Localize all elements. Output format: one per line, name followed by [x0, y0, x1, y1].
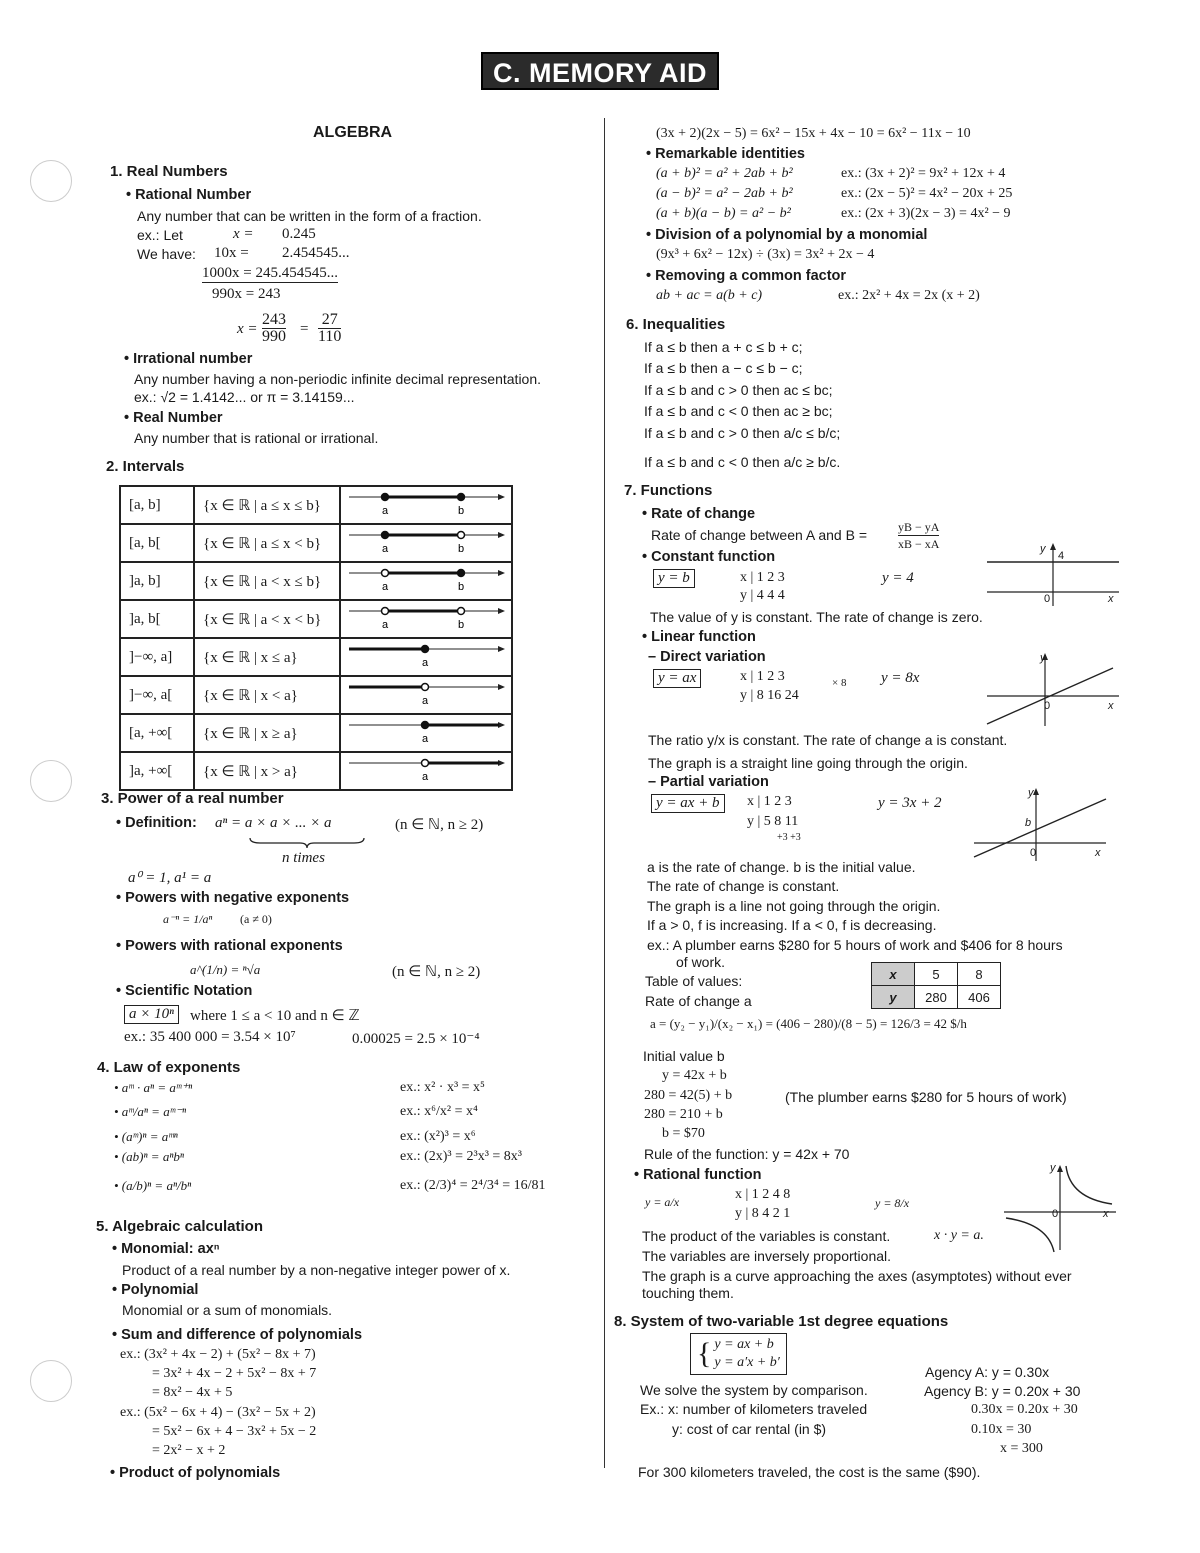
system-equation-1: y = ax + b: [714, 1337, 774, 1352]
rational-number-title: • Rational Number: [126, 187, 252, 203]
initial-note: (The plumber earns $280 for 5 hours of work): [785, 1089, 1067, 1105]
closed-endpoint-icon: [458, 570, 465, 577]
real-number-def: Any number that is rational or irrational.: [134, 430, 379, 446]
number-line-icon: [341, 525, 511, 556]
definition-condition: (n ∈ ℕ, n ≥ 2): [395, 817, 484, 833]
section-inequalities-title: 6. Inequalities: [626, 316, 726, 333]
constant-table-y: y | 4 4 4: [740, 588, 785, 603]
values-table: [871, 962, 1001, 1009]
partial-variation-title: – Partial variation: [648, 774, 769, 790]
section-algebraic-calc-title: 5. Algebraic calculation: [96, 1218, 263, 1235]
section-exponent-law-title: 4. Law of exponents: [97, 1059, 241, 1076]
interval-number-line: [340, 600, 512, 638]
identity-example-2: ex.: (2x − 5)² = 4x² − 20x + 25: [841, 186, 1013, 201]
graph-origin-label: 0: [1030, 847, 1037, 859]
interval-number-line: [340, 752, 512, 790]
punch-hole-bottom: [30, 1360, 72, 1402]
endpoint-label-a: a: [382, 619, 389, 631]
graph-origin-label: 0: [1044, 700, 1051, 712]
initial-line-2: 280 = 42(5) + b: [644, 1088, 733, 1103]
interval-row: [120, 676, 512, 714]
partial-variation-box: y = ax + b: [651, 794, 725, 813]
direct-table-y: y | 8 16 24: [740, 688, 799, 703]
fraction-num: 27: [318, 312, 341, 329]
rational-exponents-condition: (n ∈ ℕ, n ≥ 2): [392, 964, 481, 980]
diff-line-1: ex.: (5x² − 6x + 4) − (3x² − 5x + 2): [120, 1405, 316, 1420]
inequality-3: If a ≤ b and c > 0 then ac ≤ bc;: [644, 382, 833, 398]
graph-y-label: y: [1040, 652, 1046, 664]
fraction-num: yB − yA: [898, 520, 940, 534]
interval-number-line: [340, 714, 512, 752]
partial-note-1: a is the rate of change. b is the initial value.: [647, 859, 916, 875]
identity-example-3: ex.: (2x + 3)(2x − 3) = 4x² − 9: [841, 206, 1011, 221]
values-cell: 5: [915, 963, 958, 986]
interval-number-line: [340, 486, 512, 524]
scientific-notation-box: a × 10ⁿ: [124, 1005, 179, 1024]
inequality-4: If a ≤ b and c < 0 then ac ≥ bc;: [644, 403, 833, 419]
function-rule: Rule of the function: y = 42x + 70: [644, 1146, 850, 1162]
graph-four-label: 4: [1058, 550, 1065, 562]
inequality-5: If a ≤ b and c > 0 then a/c ≤ b/c;: [644, 425, 841, 441]
number-line-icon: [341, 487, 511, 518]
direct-equation: y = 8x: [881, 670, 920, 686]
open-endpoint-icon: [382, 570, 389, 577]
direct-variation-title: – Direct variation: [648, 649, 766, 665]
direct-variation-box: y = ax: [653, 669, 701, 688]
endpoint-label-a: a: [422, 733, 429, 745]
monomial-title: • Monomial: axⁿ: [112, 1241, 220, 1257]
interval-set: {x ∈ ℝ | a < x < b}: [194, 600, 340, 638]
zero-one-powers: a⁰ = 1, a¹ = a: [128, 870, 212, 886]
initial-line-1: y = 42x + b: [662, 1068, 727, 1083]
number-line-icon: [341, 753, 511, 784]
endpoint-label-a: a: [382, 543, 389, 555]
graph-x-label: x: [1103, 1208, 1109, 1220]
interval-row: [120, 524, 512, 562]
algebra-heading: ALGEBRA: [313, 124, 393, 141]
interval-notation: [a, +∞[: [120, 714, 194, 752]
definition-formula: aⁿ = a × a × ... × a: [215, 815, 332, 831]
irrational-number-def: Any number having a non-periodic infinite decimal representation.: [134, 371, 542, 387]
law-quotient-power: • (a/b)ⁿ = aⁿ/bⁿ: [114, 1178, 192, 1193]
column-divider: [604, 118, 605, 1468]
endpoint-label-b: b: [458, 581, 465, 593]
interval-set: {x ∈ ℝ | a ≤ x < b}: [194, 524, 340, 562]
rational-product: x · y = a.: [934, 1228, 984, 1243]
partial-equation: y = 3x + 2: [878, 795, 942, 811]
interval-set: {x ∈ ℝ | a ≤ x ≤ b}: [194, 486, 340, 524]
interval-notation: ]−∞, a]: [120, 638, 194, 676]
endpoint-label-b: b: [458, 619, 465, 631]
section-real-numbers-title: 1. Real Numbers: [110, 163, 228, 180]
system-equation-2: y = a′x + b′: [714, 1355, 780, 1370]
rate-of-change-label: Rate of change a: [645, 993, 752, 1009]
rational-exponents-formula: a^(1/n) = ⁿ√a: [190, 962, 261, 977]
interval-set: {x ∈ ℝ | x ≤ a}: [194, 638, 340, 676]
endpoint-label-a: a: [382, 581, 389, 593]
initial-value-label: Initial value b: [643, 1048, 725, 1064]
open-endpoint-icon: [422, 760, 429, 767]
example-x-value: 0.245: [282, 226, 316, 242]
rational-table-y: y | 8 4 2 1: [735, 1206, 791, 1221]
open-endpoint-icon: [458, 532, 465, 539]
sum-line-1: ex.: (3x² + 4x − 2) + (5x² − 8x + 7): [120, 1347, 316, 1362]
x-equals: x =: [237, 321, 258, 337]
product-line: (3x + 2)(2x − 5) = 6x² − 15x + 4x − 10 = 6x² − 11x − 10: [656, 126, 971, 141]
ten-x-value: 2.454545...: [282, 245, 350, 261]
negative-exponents-condition: (a ≠ 0): [240, 912, 272, 926]
closed-endpoint-icon: [458, 494, 465, 501]
identity-example-1: ex.: (3x + 2)² = 9x² + 12x + 4: [841, 166, 1006, 181]
graph-origin-label: 0: [1044, 593, 1051, 605]
interval-row: [120, 752, 512, 790]
linear-function-title: • Linear function: [642, 629, 756, 645]
section-intervals-title: 2. Intervals: [106, 458, 185, 475]
identity-1: (a + b)² = a² + 2ab + b²: [656, 166, 793, 181]
scientific-example-2: 0.00025 = 2.5 × 10⁻⁴: [352, 1031, 480, 1047]
system-conclusion: For 300 kilometers traveled, the cost is the same ($90).: [638, 1464, 981, 1480]
initial-line-3: 280 = 210 + b: [644, 1107, 723, 1122]
values-cell: x: [872, 963, 915, 986]
closed-endpoint-icon: [382, 532, 389, 539]
endpoint-label-b: b: [458, 543, 465, 555]
negative-exponents-title: • Powers with negative exponents: [116, 890, 350, 906]
values-row-x: [872, 963, 1001, 986]
law-quotient: • aᵐ/aⁿ = aᵐ⁻ⁿ: [114, 1104, 187, 1119]
plumber-example-cont: of work.: [676, 954, 726, 970]
values-cell: 406: [958, 986, 1001, 1009]
identity-3: (a + b)(a − b) = a² − b²: [656, 206, 791, 221]
interval-set: {x ∈ ℝ | x > a}: [194, 752, 340, 790]
rational-note-4: touching them.: [642, 1285, 734, 1301]
identity-2: (a − b)² = a² − 2ab + b²: [656, 186, 793, 201]
ten-x: 10x =: [214, 245, 249, 261]
table-of-values-label: Table of values:: [645, 973, 743, 989]
system-note-1: We solve the system by comparison.: [640, 1382, 868, 1398]
negative-exponents-formula: a⁻ⁿ = 1/aⁿ: [163, 912, 213, 926]
inequality-6: If a ≤ b and c < 0 then a/c ≥ b/c.: [644, 454, 841, 470]
interval-set: {x ∈ ℝ | x < a}: [194, 676, 340, 714]
rational-note-2: The variables are inversely proportional.: [642, 1248, 892, 1264]
rate-of-change-text: Rate of change between A and B =: [651, 527, 868, 543]
scientific-example-1: ex.: 35 400 000 = 3.54 × 10⁷: [124, 1029, 296, 1045]
graph-y-label: y: [1028, 787, 1034, 799]
interval-notation: ]a, b]: [120, 562, 194, 600]
partial-note-2: The rate of change is constant.: [647, 878, 840, 894]
values-row-y: [872, 986, 1001, 1009]
interval-number-line: [340, 676, 512, 714]
interval-row: [120, 486, 512, 524]
number-line-icon: [341, 677, 511, 708]
graph-y-label: y: [1050, 1162, 1056, 1174]
example-let: ex.: Let: [137, 227, 183, 243]
constant-note: The value of y is constant. The rate of change is zero.: [650, 609, 983, 625]
law-example-3: ex.: (x²)³ = x⁶: [400, 1129, 476, 1144]
values-cell: 280: [915, 986, 958, 1009]
punch-hole-mid: [30, 760, 72, 802]
rational-function-eq: y = a/x: [645, 1195, 680, 1209]
solve-line-1: 0.30x = 0.20x + 30: [971, 1402, 1078, 1417]
sum-line-3: = 8x² − 4x + 5: [152, 1385, 233, 1400]
number-line-icon: [341, 639, 511, 670]
system-box: [690, 1333, 787, 1375]
endpoint-label-b: b: [458, 505, 465, 517]
common-factor-title: • Removing a common factor: [646, 268, 847, 284]
punch-hole-top: [30, 160, 72, 202]
interval-notation: ]a, b[: [120, 600, 194, 638]
polynomial-def: Monomial or a sum of monomials.: [122, 1302, 333, 1318]
remarkable-identities-title: • Remarkable identities: [646, 146, 805, 162]
closed-endpoint-icon: [382, 494, 389, 501]
fraction-den: xB − xA: [898, 537, 940, 551]
law-power: • (aᵐ)ⁿ = aᵐⁿ: [114, 1129, 178, 1144]
fraction-243-990: [262, 312, 286, 345]
division-line: (9x³ + 6x² − 12x) ÷ (3x) = 3x² + 2x − 4: [656, 247, 875, 262]
partial-variation-graph: [970, 785, 1110, 865]
values-cell: y: [872, 986, 915, 1009]
constant-equation: y = 4: [882, 570, 914, 586]
inequality-1: If a ≤ b then a + c ≤ b + c;: [644, 339, 803, 355]
interval-number-line: [340, 524, 512, 562]
rate-of-change-title: • Rate of change: [642, 506, 756, 522]
monomial-def: Product of a real number by a non-negative integer power of x.: [122, 1262, 511, 1278]
closed-endpoint-icon: [422, 722, 429, 729]
rate-of-change-fraction: [898, 519, 939, 552]
graph-origin-label: 0: [1052, 1208, 1059, 1220]
rational-note-3: The graph is a curve approaching the axes (asymptotes) without ever: [642, 1268, 1072, 1284]
interval-notation: ]a, +∞[: [120, 752, 194, 790]
division-title: • Division of a polynomial by a monomial: [646, 227, 928, 243]
graph-y-label: y: [1040, 543, 1046, 555]
partial-note-4: If a > 0, f is increasing. If a < 0, f is decreasing.: [647, 917, 937, 933]
interval-row: [120, 562, 512, 600]
product-title: • Product of polynomials: [110, 1465, 281, 1481]
rational-note-1: The product of the variables is constant.: [642, 1228, 891, 1244]
direct-variation-graph: [983, 650, 1123, 730]
plumber-example: ex.: A plumber earns $280 for 5 hours of work and $406 for 8 hours: [647, 937, 1063, 953]
graph-x-label: x: [1108, 700, 1114, 712]
number-line-icon: [341, 715, 511, 746]
law-example-5: ex.: (2/3)⁴ = 2⁴/3⁴ = 16/81: [400, 1178, 546, 1193]
left-brace-icon: {: [697, 1337, 712, 1370]
partial-table-y: y | 5 8 11: [747, 814, 799, 829]
underbrace-icon: [248, 836, 366, 850]
number-line-icon: [341, 601, 511, 632]
section-power-title: 3. Power of a real number: [101, 790, 284, 807]
interval-row: [120, 714, 512, 752]
interval-row: [120, 638, 512, 676]
number-line-icon: [341, 563, 511, 594]
direct-note-2: The graph is a straight line going through the origin.: [648, 755, 968, 771]
rate-calculation: a = (y₂ − y₁)/(x₂ − x₁) = (406 − 280)/(8 − 5) = 126/3 = 42 $/h: [650, 1016, 967, 1031]
open-endpoint-icon: [382, 608, 389, 615]
endpoint-label-a: a: [422, 657, 429, 669]
irrational-number-title: • Irrational number: [124, 351, 253, 367]
definition-title: • Definition:: [116, 815, 197, 831]
sum-difference-title: • Sum and difference of polynomials: [112, 1327, 363, 1343]
values-cell: 8: [958, 963, 1001, 986]
agency-a: Agency A: y = 0.30x: [925, 1364, 1050, 1380]
law-example-1: ex.: x² · x³ = x⁵: [400, 1080, 485, 1095]
rational-function-graph: [1000, 1160, 1120, 1255]
inequality-2: If a ≤ b then a − c ≤ b − c;: [644, 360, 803, 376]
law-example-2: ex.: x⁶/x² = x⁴: [400, 1104, 478, 1119]
direct-note-1: The ratio y/x is constant. The rate of change a is constant.: [648, 732, 1008, 748]
diff-line-2: = 5x² − 6x + 4 − 3x² + 5x − 2: [152, 1424, 317, 1439]
page-title-banner: C. MEMORY AID: [481, 52, 719, 90]
system-note-3: y: cost of car rental (in $): [672, 1421, 827, 1437]
section-functions-title: 7. Functions: [624, 482, 713, 499]
interval-row: [120, 600, 512, 638]
thousand-x-line: 1000x = 245.454545...: [202, 265, 338, 281]
difference-line: 990x = 243: [212, 286, 281, 302]
real-number-title: • Real Number: [124, 410, 223, 426]
partial-table-x: x | 1 2 3: [747, 794, 792, 809]
fraction-27-110: [318, 312, 341, 345]
interval-set: {x ∈ ℝ | x ≥ a}: [194, 714, 340, 752]
direct-multiplier: × 8: [832, 677, 847, 689]
constant-table-x: x | 1 2 3: [740, 570, 785, 585]
law-product: • aᵐ · aⁿ = aᵐ⁺ⁿ: [114, 1080, 193, 1095]
interval-set: {x ∈ ℝ | a < x ≤ b}: [194, 562, 340, 600]
scientific-notation-title: • Scientific Notation: [116, 983, 253, 999]
interval-notation: [a, b[: [120, 524, 194, 562]
example-x: x =: [233, 226, 254, 242]
graph-x-label: x: [1108, 593, 1114, 605]
intervals-table: [119, 485, 513, 791]
solve-line-2: 0.10x = 30: [971, 1422, 1032, 1437]
polynomial-title: • Polynomial: [112, 1282, 199, 1298]
scientific-notation-where: where 1 ≤ a < 10 and n ∈ ℤ: [190, 1008, 360, 1024]
endpoint-label-a: a: [422, 695, 429, 707]
law-example-4: ex.: (2x)³ = 2³x³ = 8x³: [400, 1149, 523, 1164]
graph-x-label: x: [1095, 847, 1101, 859]
rational-exponents-title: • Powers with rational exponents: [116, 938, 343, 954]
partial-note-3: The graph is a line not going through the origin.: [647, 898, 941, 914]
constant-function-title: • Constant function: [642, 549, 776, 565]
interval-number-line: [340, 562, 512, 600]
interval-notation: [a, b]: [120, 486, 194, 524]
fraction-den: 990: [262, 328, 286, 345]
constant-function-graph: [983, 540, 1123, 610]
initial-line-4: b = $70: [662, 1126, 705, 1141]
rational-function-eq2: y = 8/x: [875, 1196, 910, 1210]
open-endpoint-icon: [422, 684, 429, 691]
agency-b: Agency B: y = 0.20x + 30: [924, 1383, 1081, 1399]
endpoint-label-a: a: [382, 505, 389, 517]
n-times-label: n times: [282, 850, 325, 866]
open-endpoint-icon: [458, 608, 465, 615]
common-factor-example: ex.: 2x² + 4x = 2x (x + 2): [838, 288, 980, 303]
interval-notation: ]−∞, a[: [120, 676, 194, 714]
law-product-power: • (ab)ⁿ = aⁿbⁿ: [114, 1149, 185, 1164]
solve-line-3: x = 300: [1000, 1441, 1043, 1456]
closed-endpoint-icon: [422, 646, 429, 653]
system-note-2: Ex.: x: number of kilometers traveled: [640, 1401, 868, 1417]
diff-line-3: = 2x² − x + 2: [152, 1443, 226, 1458]
sum-line-2: = 3x² + 4x − 2 + 5x² − 8x + 7: [152, 1366, 317, 1381]
section-system-title: 8. System of two-variable 1st degree equations: [614, 1313, 949, 1330]
rational-table-x: x | 1 2 4 8: [735, 1187, 791, 1202]
common-factor-line: ab + ac = a(b + c): [656, 288, 763, 303]
partial-differences: +3 +3: [777, 832, 801, 843]
equals-sign: =: [300, 321, 309, 337]
interval-number-line: [340, 638, 512, 676]
constant-function-box: y = b: [653, 569, 695, 588]
irrational-example: ex.: √2 = 1.4142... or π = 3.14159...: [134, 389, 355, 405]
endpoint-label-a: a: [422, 771, 429, 783]
we-have-label: We have:: [137, 246, 196, 262]
direct-table-x: x | 1 2 3: [740, 669, 785, 684]
graph-b-label: b: [1025, 817, 1032, 829]
fraction-num: 243: [262, 311, 286, 328]
fraction-den: 110: [318, 328, 342, 345]
rational-function-title: • Rational function: [634, 1167, 762, 1183]
rational-number-def: Any number that can be written in the form of a fraction.: [137, 208, 482, 224]
